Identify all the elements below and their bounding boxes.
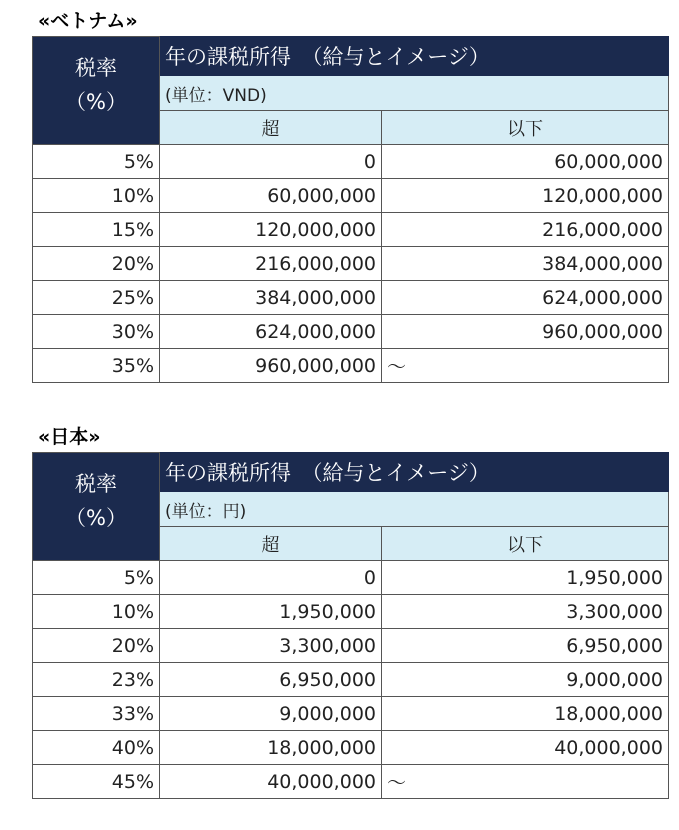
tax-rate-cell: 33% <box>33 697 160 731</box>
over-amount-cell: 18,000,000 <box>160 731 382 765</box>
below-amount-cell: 1,950,000 <box>382 561 669 595</box>
table-row <box>33 315 669 349</box>
tax-rate-header <box>33 453 160 561</box>
table-row <box>33 281 669 315</box>
below-amount-cell: 960,000,000 <box>382 315 669 349</box>
over-amount-cell: 216,000,000 <box>160 247 382 281</box>
tax-rate-cell: 20% <box>33 629 160 663</box>
below-amount-cell: 120,000,000 <box>382 179 669 213</box>
tax-rate-cell: 30% <box>33 315 160 349</box>
over-amount-cell: 6,950,000 <box>160 663 382 697</box>
table-row <box>33 697 669 731</box>
table-row <box>33 595 669 629</box>
tax-rate-cell: 5% <box>33 561 160 595</box>
tax-rate-unit: （%） <box>65 506 127 530</box>
over-amount-cell: 1,950,000 <box>160 595 382 629</box>
currency-unit-label: (単位：VND) <box>160 76 669 111</box>
over-amount-cell: 120,000,000 <box>160 213 382 247</box>
table-row <box>33 213 669 247</box>
taxable-income-header: 年の課税所得 （給与とイメージ） <box>160 453 669 492</box>
tax-rate-label: 税率 <box>75 472 117 496</box>
below-amount-cell: 60,000,000 <box>382 145 669 179</box>
vietnam-tax-table <box>32 36 669 383</box>
tax-rate-cell: 35% <box>33 349 160 383</box>
below-amount-cell: 624,000,000 <box>382 281 669 315</box>
tax-rate-cell: 10% <box>33 595 160 629</box>
over-amount-cell: 0 <box>160 145 382 179</box>
column-below-header: 以下 <box>382 527 669 561</box>
column-over-header: 超 <box>160 111 382 145</box>
vietnam-section-title: «ベトナム» <box>38 10 138 32</box>
table-row <box>33 765 669 799</box>
tax-rate-cell: 40% <box>33 731 160 765</box>
below-amount-cell: 40,000,000 <box>382 731 669 765</box>
table-row <box>33 349 669 383</box>
over-amount-cell: 3,300,000 <box>160 629 382 663</box>
table-row <box>33 561 669 595</box>
below-amount-cell: 6,950,000 <box>382 629 669 663</box>
below-amount-cell: 18,000,000 <box>382 697 669 731</box>
over-amount-cell: 9,000,000 <box>160 697 382 731</box>
below-amount-cell: 384,000,000 <box>382 247 669 281</box>
table-row <box>33 663 669 697</box>
currency-unit-label: (単位：円) <box>160 492 669 527</box>
over-amount-cell: 624,000,000 <box>160 315 382 349</box>
japan-section-title: «日本» <box>38 426 101 448</box>
table-row <box>33 145 669 179</box>
over-amount-cell: 384,000,000 <box>160 281 382 315</box>
over-amount-cell: 960,000,000 <box>160 349 382 383</box>
column-below-header: 以下 <box>382 111 669 145</box>
below-amount-cell: 216,000,000 <box>382 213 669 247</box>
over-amount-cell: 0 <box>160 561 382 595</box>
table-row <box>33 179 669 213</box>
tax-rate-cell: 5% <box>33 145 160 179</box>
table-row <box>33 731 669 765</box>
below-amount-cell: 3,300,000 <box>382 595 669 629</box>
over-amount-cell: 40,000,000 <box>160 765 382 799</box>
japan-tax-table <box>32 452 669 799</box>
tax-rate-label: 税率 <box>75 56 117 80</box>
tax-rate-cell: 20% <box>33 247 160 281</box>
taxable-income-header: 年の課税所得 （給与とイメージ） <box>160 37 669 76</box>
tax-rate-cell: 15% <box>33 213 160 247</box>
below-amount-cell: 9,000,000 <box>382 663 669 697</box>
below-amount-cell: ～ <box>382 349 669 383</box>
tax-rate-header <box>33 37 160 145</box>
tax-rate-cell: 45% <box>33 765 160 799</box>
tax-rate-cell: 10% <box>33 179 160 213</box>
table-row <box>33 629 669 663</box>
tax-rate-unit: （%） <box>65 90 127 114</box>
tax-rate-cell: 23% <box>33 663 160 697</box>
below-amount-cell: ～ <box>382 765 669 799</box>
table-row <box>33 247 669 281</box>
tax-rate-cell: 25% <box>33 281 160 315</box>
over-amount-cell: 60,000,000 <box>160 179 382 213</box>
column-over-header: 超 <box>160 527 382 561</box>
